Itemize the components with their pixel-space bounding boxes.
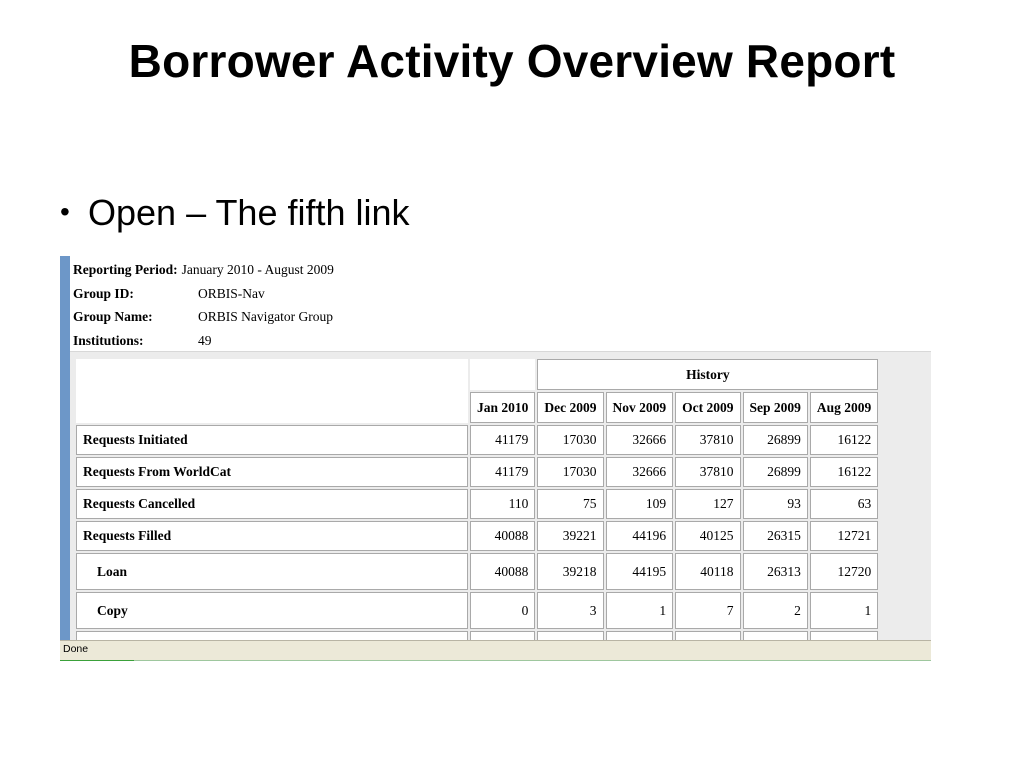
row-label <box>76 631 468 640</box>
table-cell: 1 <box>606 592 674 629</box>
status-divider-line <box>134 660 931 661</box>
table-cell: 32666 <box>606 425 674 455</box>
row-label: Requests Initiated <box>76 425 468 455</box>
table-cell: 39218 <box>537 553 603 590</box>
table-cell: 0 <box>470 592 535 629</box>
bullet-dot-icon: • <box>60 196 70 227</box>
table-cell: 44195 <box>606 553 674 590</box>
meta-label: Group ID: <box>73 285 134 301</box>
table-cell: 12720 <box>810 553 878 590</box>
table-header-spacer <box>470 359 535 390</box>
table-cell: 16122 <box>810 425 878 455</box>
meta-value: ORBIS-Nav <box>198 285 265 301</box>
table-cell: 1 <box>810 592 878 629</box>
slide-title: Borrower Activity Overview Report <box>128 35 896 87</box>
table-cell: 41179 <box>470 425 535 455</box>
table-cell: 12721 <box>810 521 878 551</box>
table-cell: 75 <box>537 489 603 519</box>
table-cell: 26313 <box>743 553 808 590</box>
browser-status-bar <box>60 640 931 661</box>
table-cell <box>606 631 674 640</box>
report-page <box>70 256 931 640</box>
table-cell <box>743 631 808 640</box>
table-cell: 37810 <box>675 457 740 487</box>
table-cell <box>537 631 603 640</box>
row-label: Requests Cancelled <box>76 489 468 519</box>
table-cell: 3 <box>537 592 603 629</box>
month-header: Sep 2009 <box>743 392 808 423</box>
row-label: Loan <box>76 553 468 590</box>
table-cell: 17030 <box>537 457 603 487</box>
table-cell: 63 <box>810 489 878 519</box>
table-cell: 93 <box>743 489 808 519</box>
table-cell: 39221 <box>537 521 603 551</box>
table-row <box>76 425 878 455</box>
bullet-text: Open – The fifth link <box>88 192 410 233</box>
row-label: Requests Filled <box>76 521 468 551</box>
table-corner-cell <box>76 359 468 423</box>
browser-screenshot <box>60 256 931 661</box>
table-cell: 44196 <box>606 521 674 551</box>
table-header-history-row <box>76 359 878 390</box>
bullet-item <box>60 192 410 234</box>
table-row <box>76 521 878 551</box>
row-label: Copy <box>76 592 468 629</box>
table-cell: 40088 <box>470 521 535 551</box>
meta-label: Reporting Period: <box>73 262 178 277</box>
table-cell <box>810 631 878 640</box>
table-cell <box>470 631 535 640</box>
meta-group-id <box>73 284 334 308</box>
month-header: Aug 2009 <box>810 392 878 423</box>
table-cell: 110 <box>470 489 535 519</box>
month-header: Jan 2010 <box>470 392 535 423</box>
table-cell: 32666 <box>606 457 674 487</box>
table-cell: 26899 <box>743 457 808 487</box>
table-cell: 2 <box>743 592 808 629</box>
meta-value: ORBIS Navigator Group <box>198 309 333 324</box>
table-row <box>76 592 878 629</box>
table-row <box>76 489 878 519</box>
meta-label: Group Name: <box>73 309 153 324</box>
table-cell: 40118 <box>675 553 740 590</box>
history-header: History <box>537 359 878 390</box>
row-label: Requests From WorldCat <box>76 457 468 487</box>
table-cell: 17030 <box>537 425 603 455</box>
month-header: Nov 2009 <box>606 392 674 423</box>
month-header: Dec 2009 <box>537 392 603 423</box>
status-text: Done <box>63 643 89 655</box>
table-row <box>76 553 878 590</box>
table-cell: 127 <box>675 489 740 519</box>
status-progress-segment <box>60 660 134 661</box>
meta-reporting-period <box>73 260 334 284</box>
browser-left-frame <box>60 256 70 640</box>
table-cell: 41179 <box>470 457 535 487</box>
table-cell: 26315 <box>743 521 808 551</box>
table-cell: 109 <box>606 489 674 519</box>
meta-value: 49 <box>198 332 212 348</box>
table-cell: 16122 <box>810 457 878 487</box>
table-cell: 40125 <box>675 521 740 551</box>
table-cell: 37810 <box>675 425 740 455</box>
table-cell <box>675 631 740 640</box>
month-header: Oct 2009 <box>675 392 740 423</box>
meta-value: January 2010 - August 2009 <box>181 262 334 277</box>
meta-group-name <box>73 307 334 331</box>
report-metadata <box>73 260 334 354</box>
report-table-area <box>70 351 931 640</box>
table-row <box>76 457 878 487</box>
report-table <box>74 357 880 640</box>
table-cell: 7 <box>675 592 740 629</box>
table-cell: 26899 <box>743 425 808 455</box>
meta-label: Institutions: <box>73 332 144 348</box>
table-row-cutoff <box>76 631 878 640</box>
table-cell: 40088 <box>470 553 535 590</box>
